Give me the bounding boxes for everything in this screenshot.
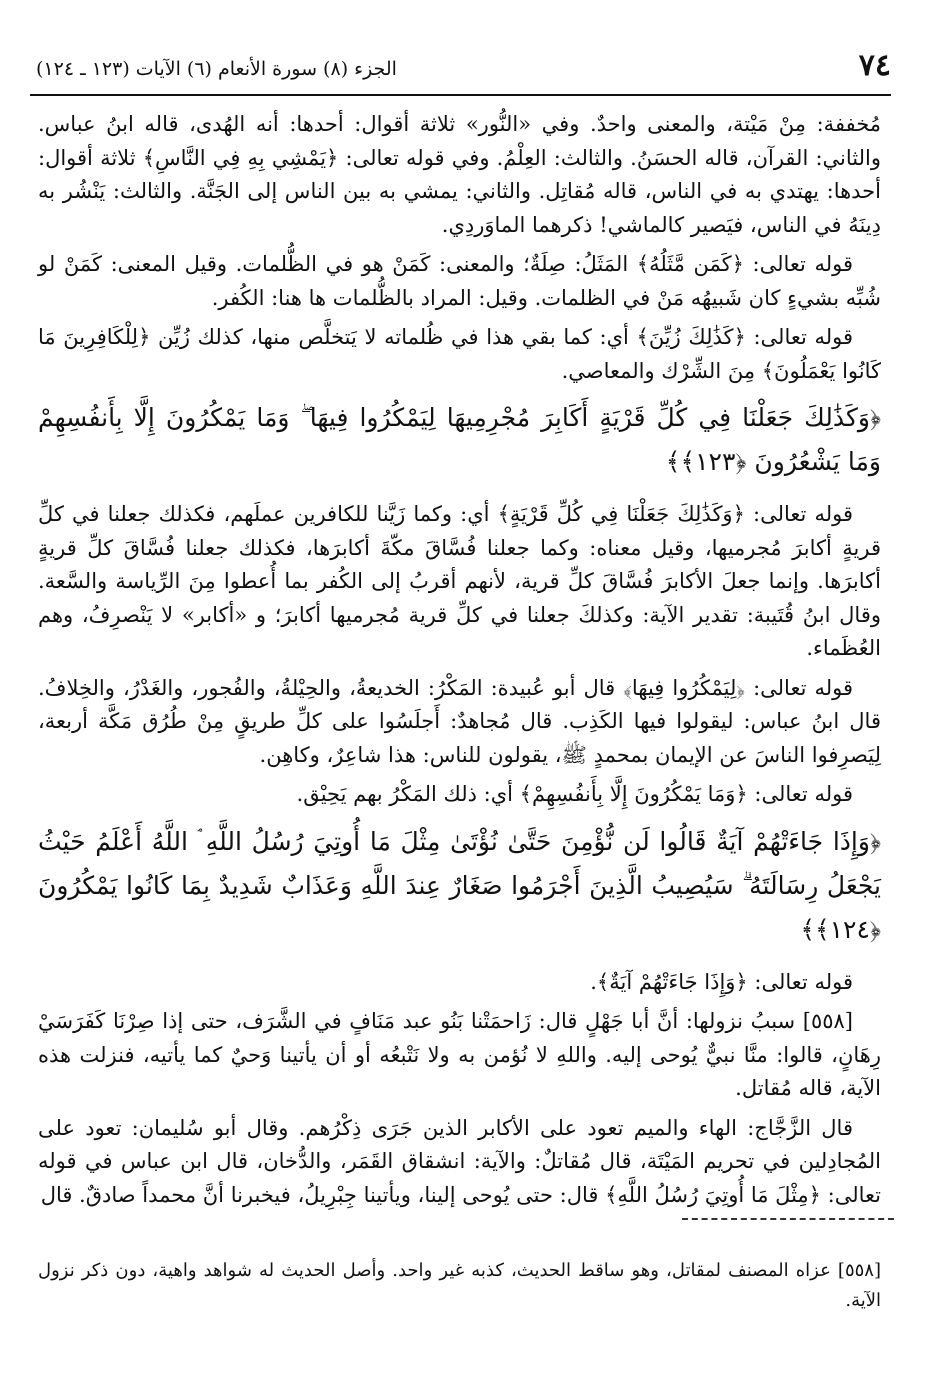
- paragraph: قوله تعالى: ﴿وَكَذَٰلِكَ جَعَلْنَا فِي كُلِّ قَرْيَةٍ﴾ أي: وكما زَيَّنا للكافرين عملَهم، فكذلك جعلنا في كلِّ قريةٍ أكابرَ مُجرميها، وقيل معناه: وكما جعلنا فُسَّاقَ مكّةَ أكابرَها، فكذلك جعلنا فُسَّاقَ كلِّ قريةٍ أكابرَها. وإنما جعلَ الأكابرَ فُسَّاقَ كلِّ قرية، لأنهم أقربُ إلى الكُفر بما أُعطوا مِنَ الرِّياسة والسَّعة. وقال ابنُ قُتَيبة: تقدير الآية: وكذلكَ جعلنا في كلِّ قرية مُجرميها أكابرَ؛ و «أكابر» لا يَنْصرِفُ، وهم العُظَماء.: [38, 502, 881, 660]
- paragraph: قوله تعالى: ﴿وَإِذَا جَاءَتْهُمْ آيَةٌ﴾.: [590, 969, 853, 994]
- footnote-divider: [682, 1218, 894, 1220]
- paragraph: قال الزَّجَّاج: الهاء والميم تعود على الأكابر الذين جَرَى ذِكْرُهم. وقال أبو سُليمان: تعود على المُجادِلين في تحريم المَيْتَة، قال مُقاتلٌ: والآية: انشقاق القَمَر، والدُّخان، قال ابن عباس في قوله تعالى: ﴿مِثْلَ مَا أُوتِيَ رُسُلُ اللَّهِ﴾ قال: حتى يُوحى إلينا، ويأتينا جِبْرِيلُ، فيخبرنا أنَّ محمداً صادقٌ. قال: [38, 1115, 881, 1207]
- paragraph: مُخففة: مِنْ مَيْتة، والمعنى واحدٌ. وفي «النُّور» ثلاثة أقوال: أحدها: أنه الهُدى، قاله ابنُ عباس. والثاني: القرآن، قاله الحسَنُ. والثالث: العِلْمُ. وفي قوله تعالى: ﴿يَمْشِي بِهِ فِي النَّاسِ﴾ ثلاثة أقوال: أحدها: يهتدي به في الناس، قاله مُقاتِل. والثاني: يمشي به بين الناس إلى الجَنَّة. والثالث: يَنْشُر به دِينَهُ في الناس، فيَصير كالماشي! ذكرهما الماوَردِي.: [38, 112, 881, 237]
- running-head: الجزء (٨) سورة الأنعام (٦) الآيات (١٢٣ ـ ١٢٤): [36, 58, 397, 80]
- paragraph: قوله تعالى: ﴿وَمَا يَمْكُرُونَ إِلَّا بِأَنفُسِهِمْ﴾ أي: ذلك المَكْرُ بهم يَحِيْق.: [296, 782, 853, 806]
- quran-verse-124: ﴿وَإِذَا جَاءَتْهُمْ آيَةٌ قَالُوا لَن نُّؤْمِنَ حَتَّىٰ نُؤْتَىٰ مِثْلَ مَا أُوتِيَ رُسُلُ اللَّهِ ۘ اللَّهُ أَعْلَمُ حَيْثُ يَجْعَلُ رِسَالَتَهُ ۗ سَيُصِيبُ الَّذِينَ أَجْرَمُوا صَغَارٌ عِندَ اللَّهِ وَعَذَابٌ شَدِيدٌ بِمَا كَانُوا يَمْكُرُونَ ﴿١٢٤﴾﴾: [38, 826, 881, 944]
- page-number: ٧٤: [858, 48, 891, 83]
- page-header: [30, 48, 891, 96]
- paragraph: قوله تعالى: ﴿لِيَمْكُرُوا فِيهَا﴾ قال أبو عُبيدة: المَكْرُ: الخديعةُ، والحِيْلةُ، والفُجور، والغَدْرُ، والخِلافُ. قال ابنُ عباس: ليقولوا فيها الكَذِب. قال مُجاهدٌ: أَجلَسُوا على كلِّ طريقٍ مِنْ طُرُق مَكَّة أربعة، لِيَصرِفوا الناسَ عن الإيمان بمحمدٍ ﷺ، يقولون للناس: هذا شاعِرٌ، وكاهِن.: [38, 675, 881, 767]
- footnote: [٥٥٨] عزاه المصنف لمقاتل، وهو ساقط الحديث، كذبه غير واحد. وأصل الحديث له شواهد واهية، دون ذكر نزول الآية.: [38, 1260, 881, 1311]
- paragraph: [٥٥٨] سببُ نزولها: أنَّ أبا جَهْلٍ قال: زَاحمَتْنا بَنُو عبد مَنَافٍ في الشَّرَف، حتى إذا صِرْنَا كَفَرَسَيْ رِهَانٍ، قالوا: منَّا نبيٌّ يُوحى إليه. واللهِ لا نُؤمن به ولا نَتْبعُه أو أن يأتينا وَحيٌ كما يأتيه، فنزلت هذه الآية، قاله مُقاتل.: [38, 1009, 881, 1100]
- paragraph: قوله تعالى: ﴿كَمَن مَّثَلُهُ﴾ المَثَلُ: صِلَةٌ؛ والمعنى: كَمَنْ هو في الظُّلمات. وقيل المعنى: كَمَنْ لو شُبِّه بشيءٍ كان شَبيهُه مَنْ في الظلمات. وقيل: المراد بالظُّلمات ها هنا: الكُفر.: [38, 252, 881, 310]
- quran-verse-123: ﴿وَكَذَٰلِكَ جَعَلْنَا فِي كُلِّ قَرْيَةٍ أَكَابِرَ مُجْرِمِيهَا لِيَمْكُرُوا فِيهَا ۖ وَمَا يَمْكُرُونَ إِلَّا بِأَنفُسِهِمْ وَمَا يَشْعُرُونَ ﴿١٢٣﴾﴾: [38, 403, 881, 476]
- paragraph: قوله تعالى: ﴿كَذَٰلِكَ زُيِّنَ﴾ أي: كما بقي هذا في ظُلماته لا يَتخلَّص منها، كذلك زُيِّن ﴿لِلْكَافِرِينَ مَا كَانُوا يَعْمَلُونَ﴾ مِنَ الشِّرْك والمعاصي.: [38, 325, 881, 383]
- page-body: [38, 108, 881, 1218]
